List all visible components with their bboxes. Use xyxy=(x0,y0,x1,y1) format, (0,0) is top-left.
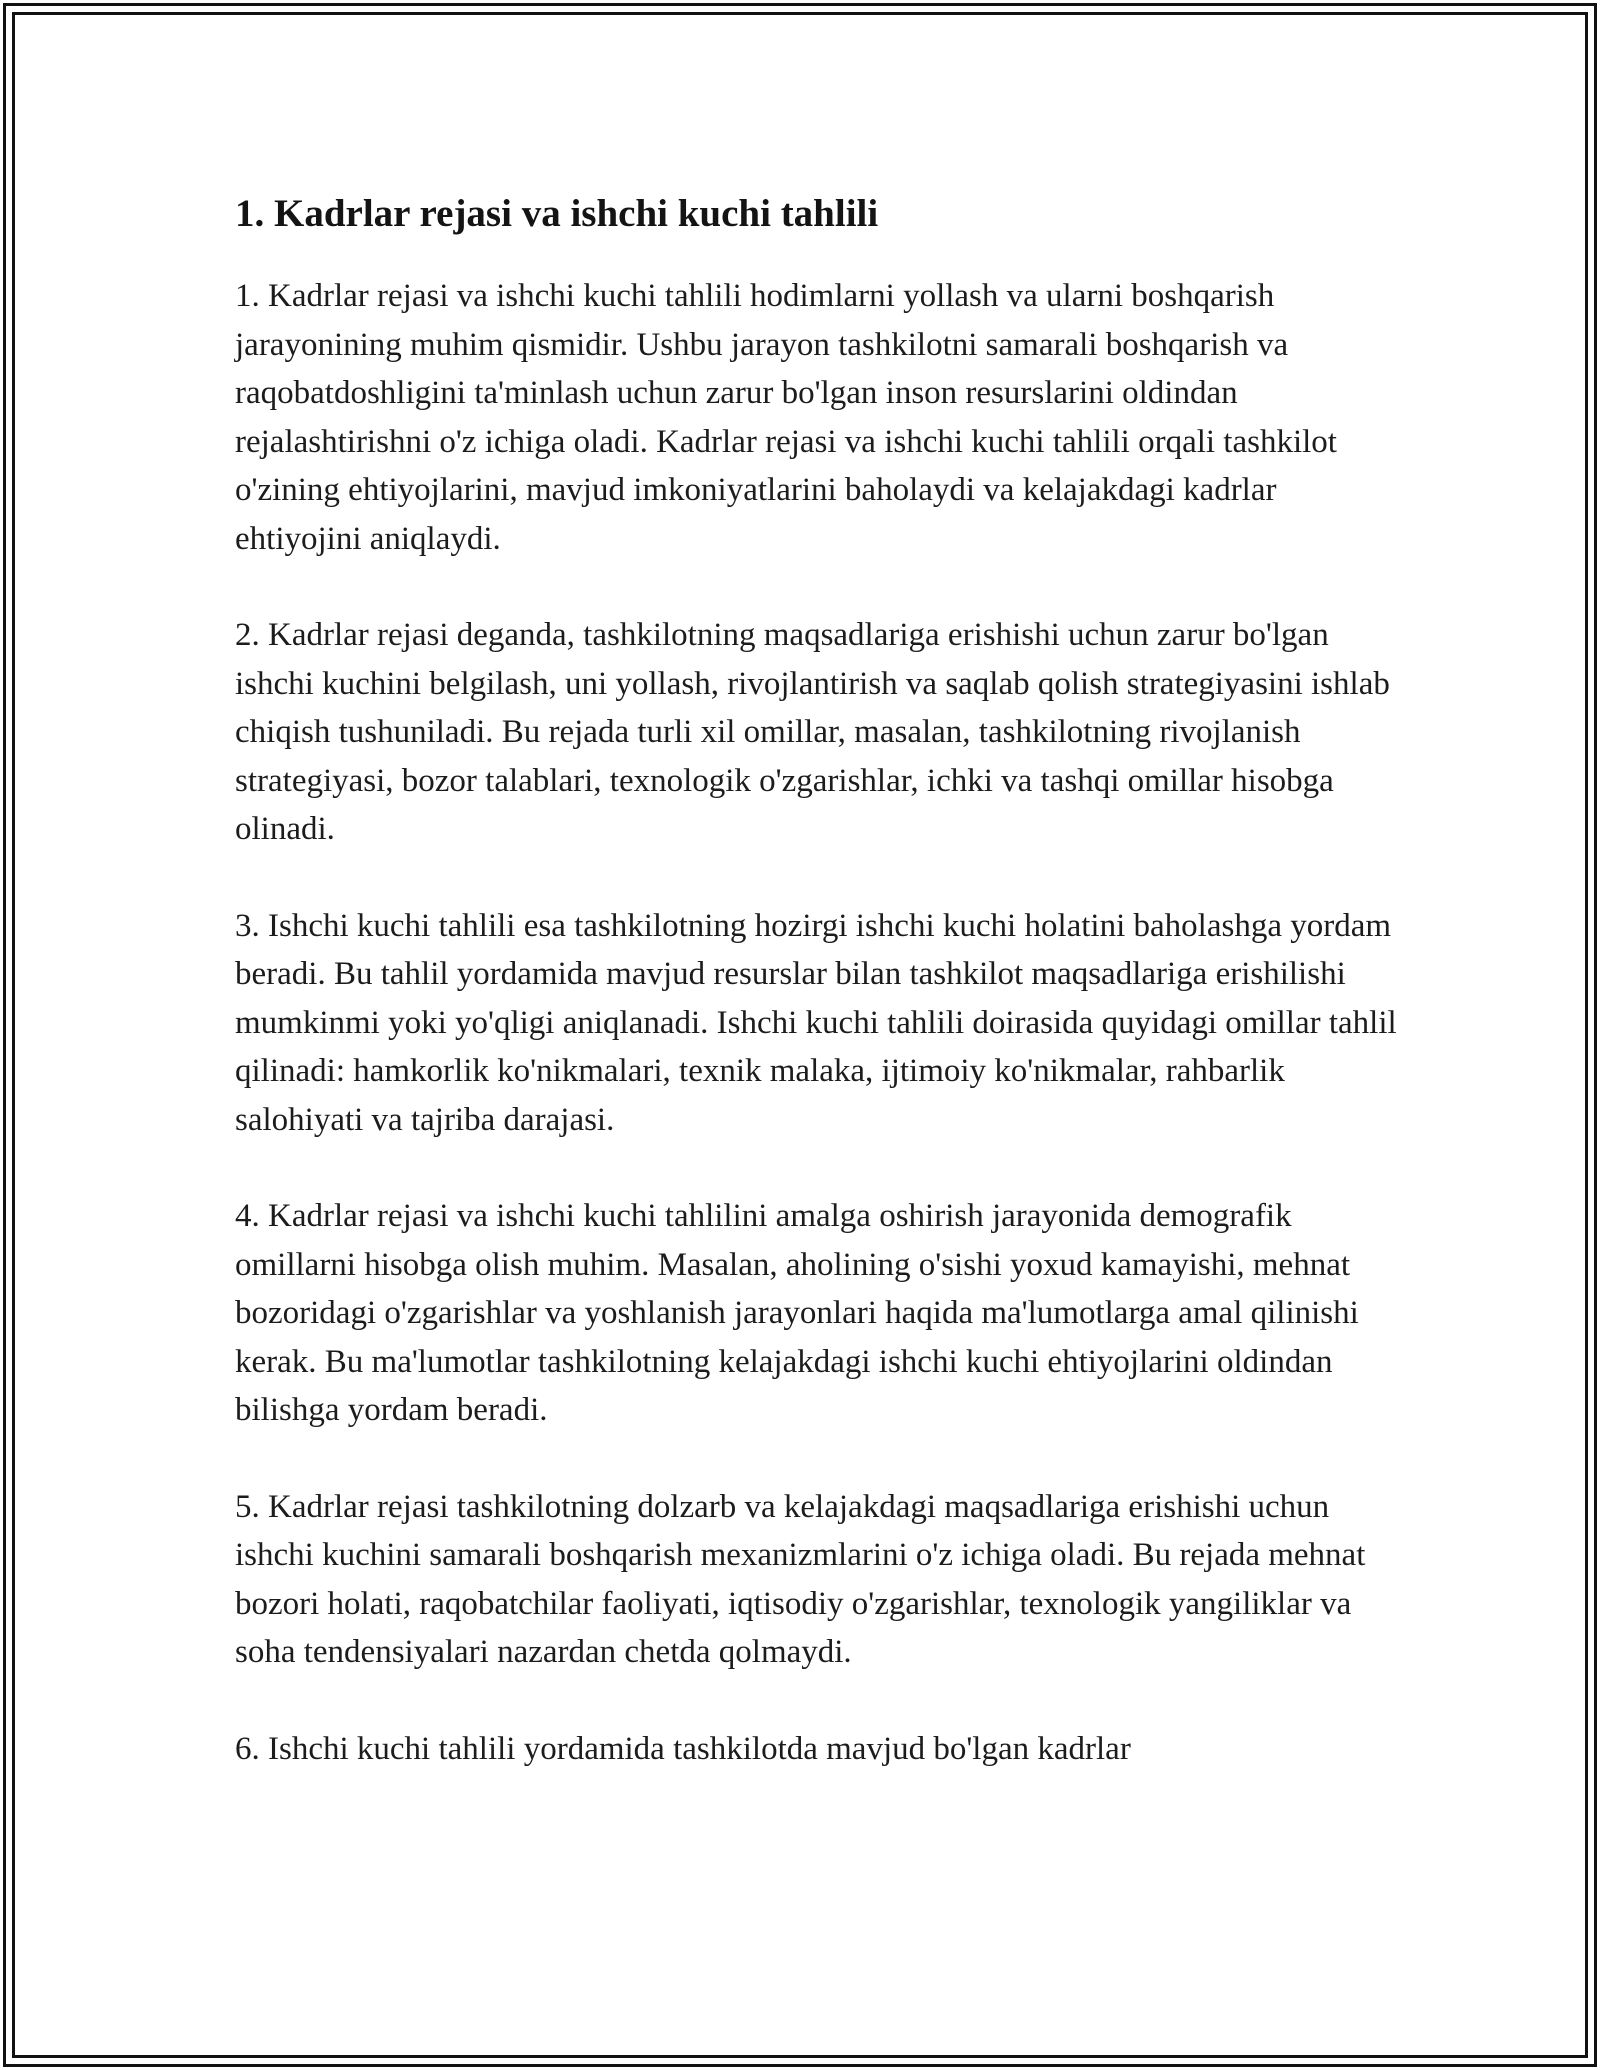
paragraph-5: 5. Kadrlar rejasi tashkilotning dolzarb va kelajakdagi maqsadlariga erishishi uchun ishchi kuchini samarali boshqarish mexanizmlarini o'z ichiga oladi. Bu rejada mehnat bozori holati, raqobatchilar faoliyati, iqtisodiy o'zgarishlar, texnologik yangiliklar va soha tendensiyalari nazardan chetda qolmaydi. xyxy=(235,1488,1366,1670)
paragraph-2: 2. Kadrlar rejasi deganda, tashkilotning maqsadlariga erishishi uchun zarur bo'lgan ishchi kuchini belgilash, uni yollash, rivojlantirish va saqlab qolish strategiyasini ishlab chiqish tushuniladi. Bu rejada turli xil omillar, masalan, tashkilotning rivojlanish strategiyasi, bozor talablari, texnologik o'zgarishlar, ichki va tashqi omillar hisobga olinadi. xyxy=(235,617,1390,847)
paragraph-6: 6. Ishchi kuchi tahlili yordamida tashkilotda mavjud bo'lgan kadrlar xyxy=(235,1730,1131,1767)
paragraph-4: 4. Kadrlar rejasi va ishchi kuchi tahlilini amalga oshirish jarayonida demografik omillarni hisobga olish muhim. Masalan, aholining o'sishi yoxud kamayishi, mehnat bozoridagi o'zgarishlar va yoshlanish jarayonlari haqida ma'lumotlarga amal qilinishi kerak. Bu ma'lumotlar tashkilotning kelajakdagi ishchi kuchi ehtiyojlarini oldindan bilishga yordam beradi. xyxy=(235,1198,1359,1428)
paragraph-1: 1. Kadrlar rejasi va ishchi kuchi tahlili hodimlarni yollash va ularni boshqarish jarayonining muhim qismidir. Ushbu jarayon tashkilotni samarali boshqarish va raqobatdoshligini ta'minlash uchun zarur bo'lgan inson resurslarini oldindan rejalashtirishni o'z ichiga oladi. Kadrlar rejasi va ishchi kuchi tahlili orqali tashkilot o'zining ehtiyojlarini, mavjud imkoniyatlarini baholaydi va kelajakdagi kadrlar ehtiyojini aniqlaydi. xyxy=(235,278,1337,557)
paragraph-3: 3. Ishchi kuchi tahlili esa tashkilotning hozirgi ishchi kuchi holatini baholashga yordam beradi. Bu tahlil yordamida mavjud resurslar bilan tashkilot maqsadlariga erishilishi mumkinmi yoki yo'qligi aniqlanadi. Ishchi kuchi tahlili doirasida quyidagi omillar tahlil qilinadi: hamkorlik ko'nikmalari, texnik malaka, ijtimoiy ko'nikmalar, rahbarlik salohiyati va tajriba darajasi. xyxy=(235,907,1397,1138)
section-heading: 1. Kadrlar rejasi va ishchi kuchi tahlili xyxy=(235,192,879,235)
document-body xyxy=(235,186,1405,1773)
